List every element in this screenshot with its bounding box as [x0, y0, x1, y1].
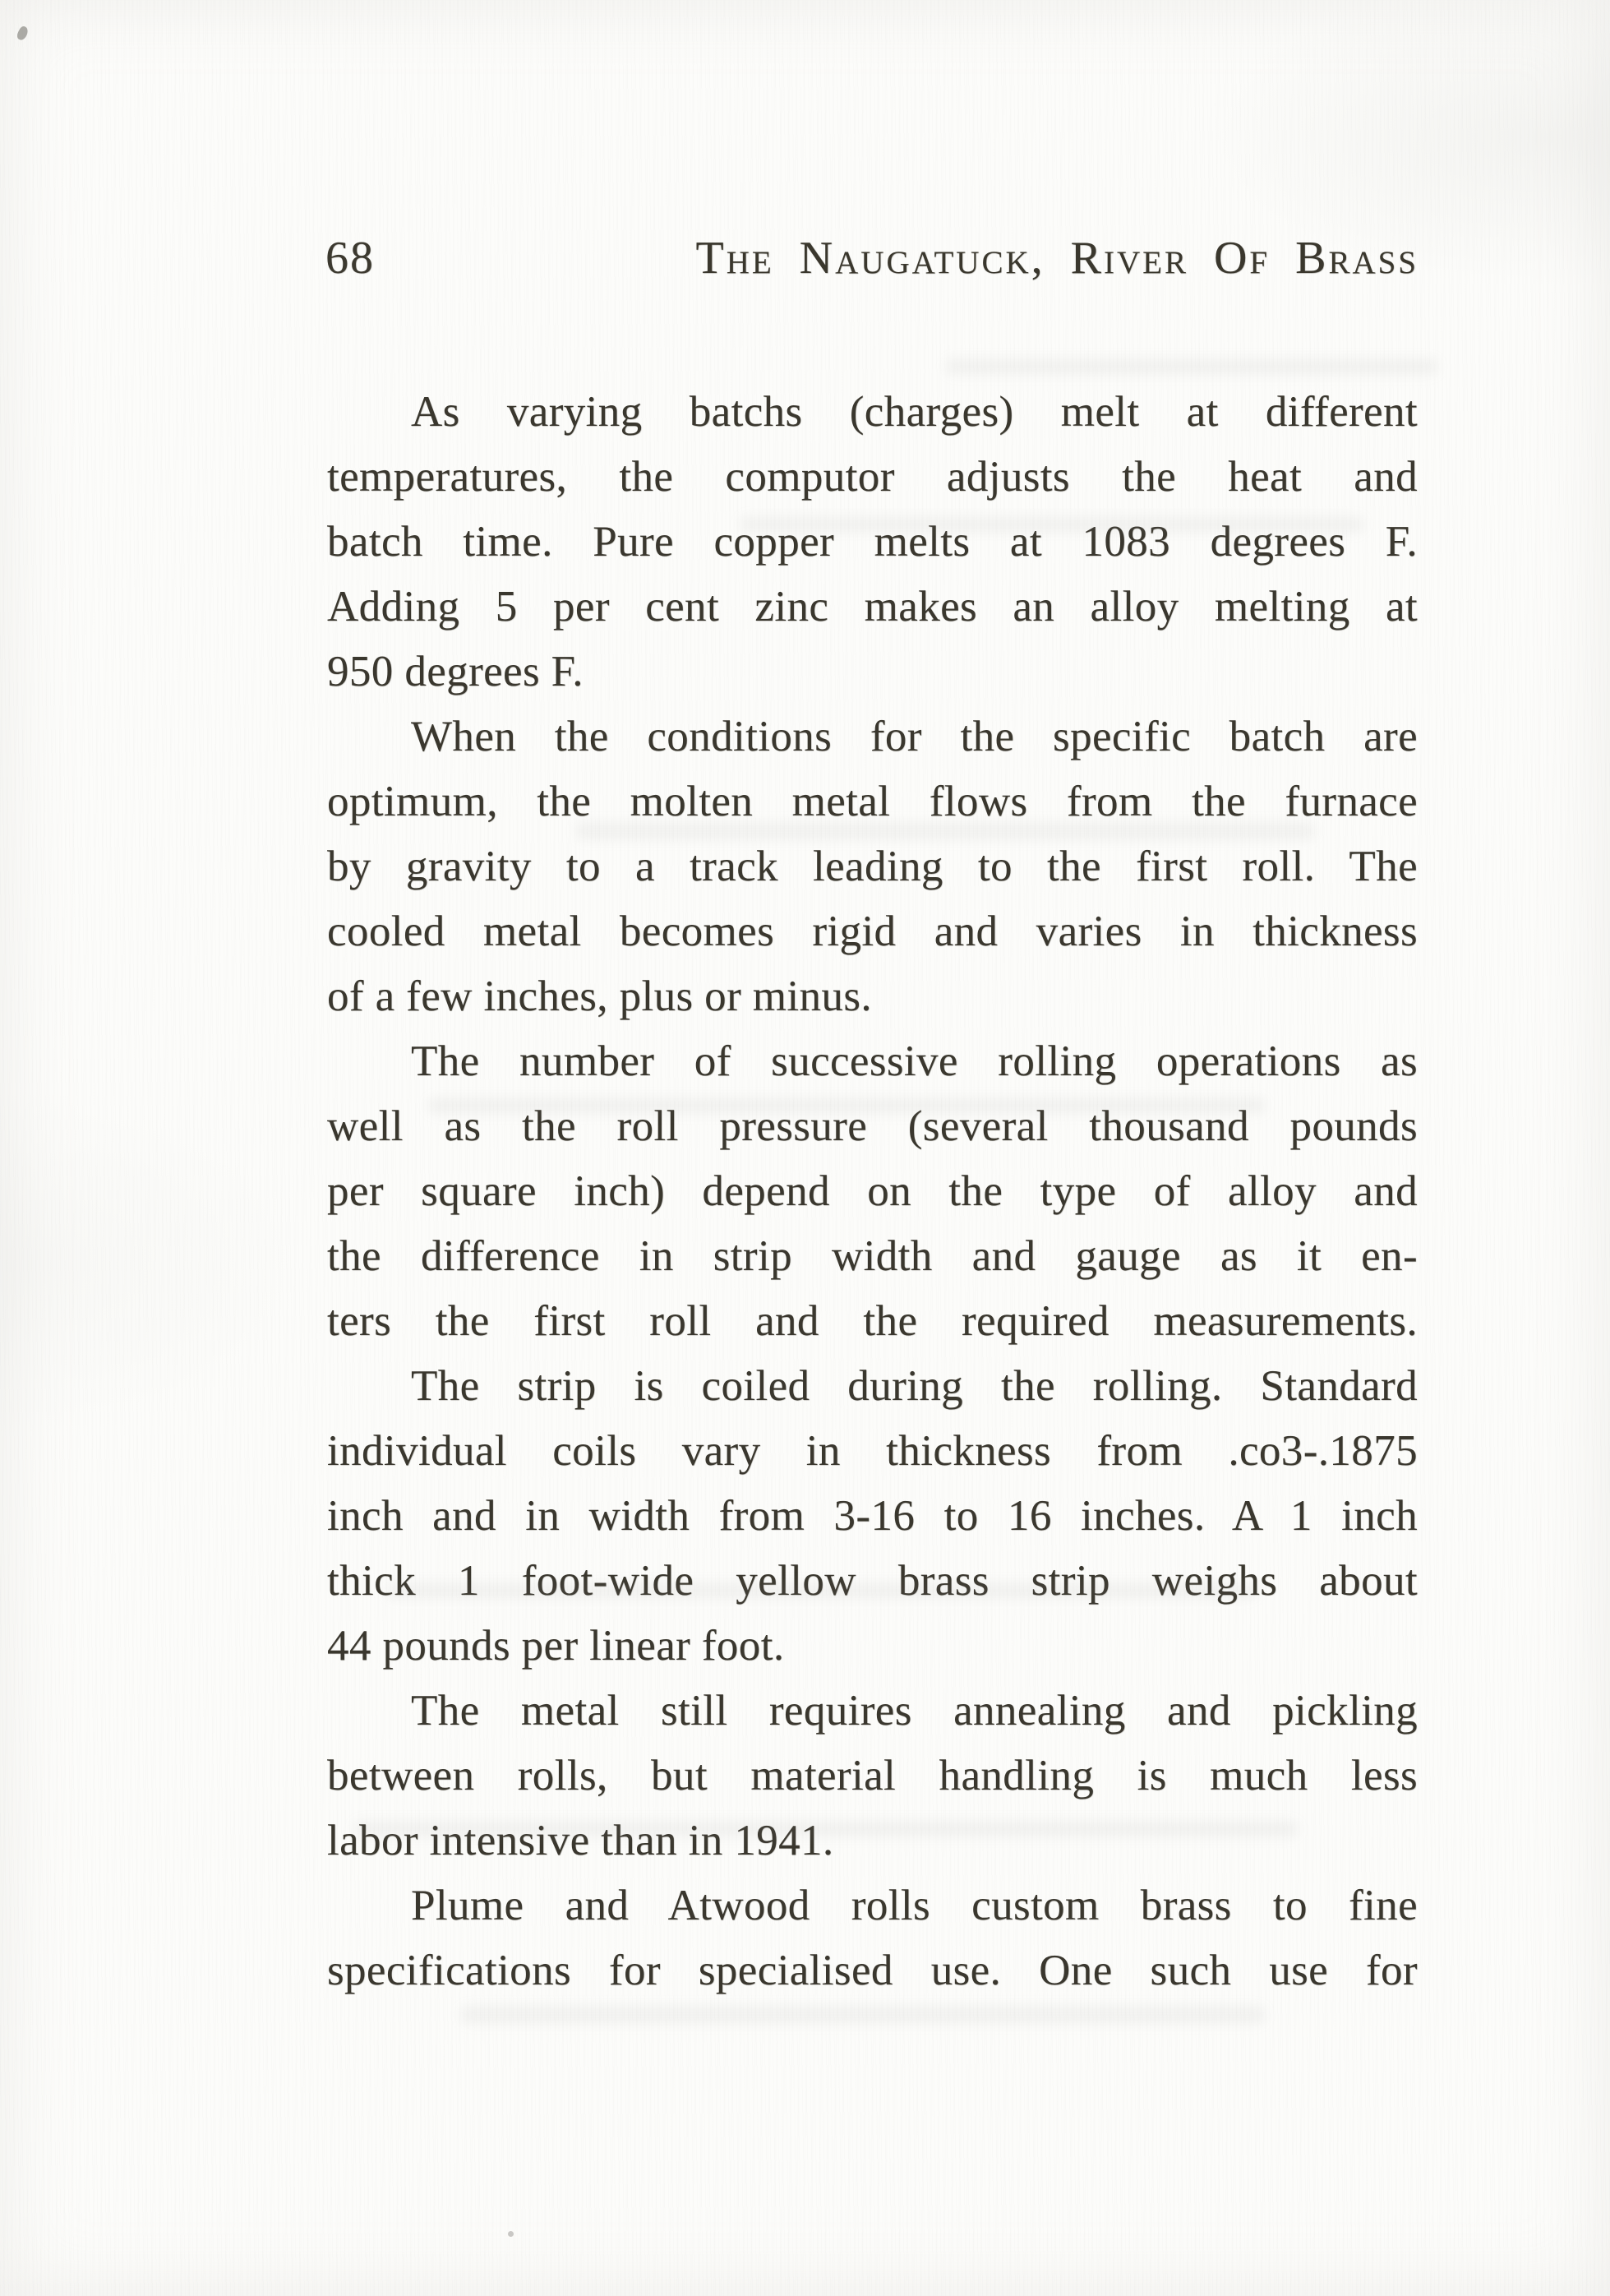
text-line: ters the first roll and the required measurements.: [327, 1297, 1418, 1345]
text-line: temperatures, the computor adjusts the heat and: [327, 453, 1418, 501]
page-number: 68: [325, 233, 375, 284]
page-header: [325, 232, 1419, 284]
text-line: optimum, the molten metal flows from the furnace: [327, 778, 1418, 825]
text-line: specifications for specialised use. One such use for: [327, 1947, 1418, 1994]
text-line: 44 pounds per linear foot.: [327, 1622, 785, 1670]
running-title: The Naugatuck, River Of Brass: [695, 233, 1419, 284]
text-block: [327, 380, 1418, 2003]
text-line: cooled metal becomes rigid and varies in thickness: [327, 908, 1418, 955]
text-line: As varying batchs (charges) melt at different: [411, 388, 1418, 436]
text-line: labor intensive than in 1941.: [327, 1817, 834, 1864]
paper-speck: [508, 2231, 514, 2237]
text-line: batch time. Pure copper melts at 1083 degrees F.: [327, 518, 1418, 566]
text-line: inch and in width from 3-16 to 16 inches. A 1 inch: [327, 1492, 1418, 1540]
text-line: The metal still requires annealing and pickling: [411, 1687, 1418, 1735]
text-line: thick 1 foot-wide yellow brass strip weighs about: [327, 1557, 1418, 1605]
text-line: The number of successive rolling operations as: [411, 1037, 1418, 1085]
text-line: well as the roll pressure (several thousand pounds: [327, 1102, 1418, 1150]
text-line: When the conditions for the specific batch are: [411, 713, 1418, 760]
text-line: per square inch) depend on the type of alloy and: [327, 1167, 1418, 1215]
text-line: Plume and Atwood rolls custom brass to fine: [411, 1882, 1418, 1929]
text-line: between rolls, but material handling is much less: [327, 1752, 1418, 1799]
text-line: by gravity to a track leading to the first roll. The: [327, 843, 1418, 890]
text-line: the difference in strip width and gauge as it en-: [327, 1232, 1418, 1280]
text-line: 950 degrees F.: [327, 648, 584, 695]
text-line: of a few inches, plus or minus.: [327, 972, 872, 1020]
paper-smudge: [460, 2006, 1266, 2024]
paper-smudge: [945, 358, 1438, 375]
text-line: individual coils vary in thickness from .co3-.1875: [327, 1427, 1418, 1475]
text-line: The strip is coiled during the rolling. Standard: [411, 1362, 1418, 1410]
text-line: Adding 5 per cent zinc makes an alloy melting at: [327, 583, 1418, 631]
paper-speck: [16, 25, 30, 41]
